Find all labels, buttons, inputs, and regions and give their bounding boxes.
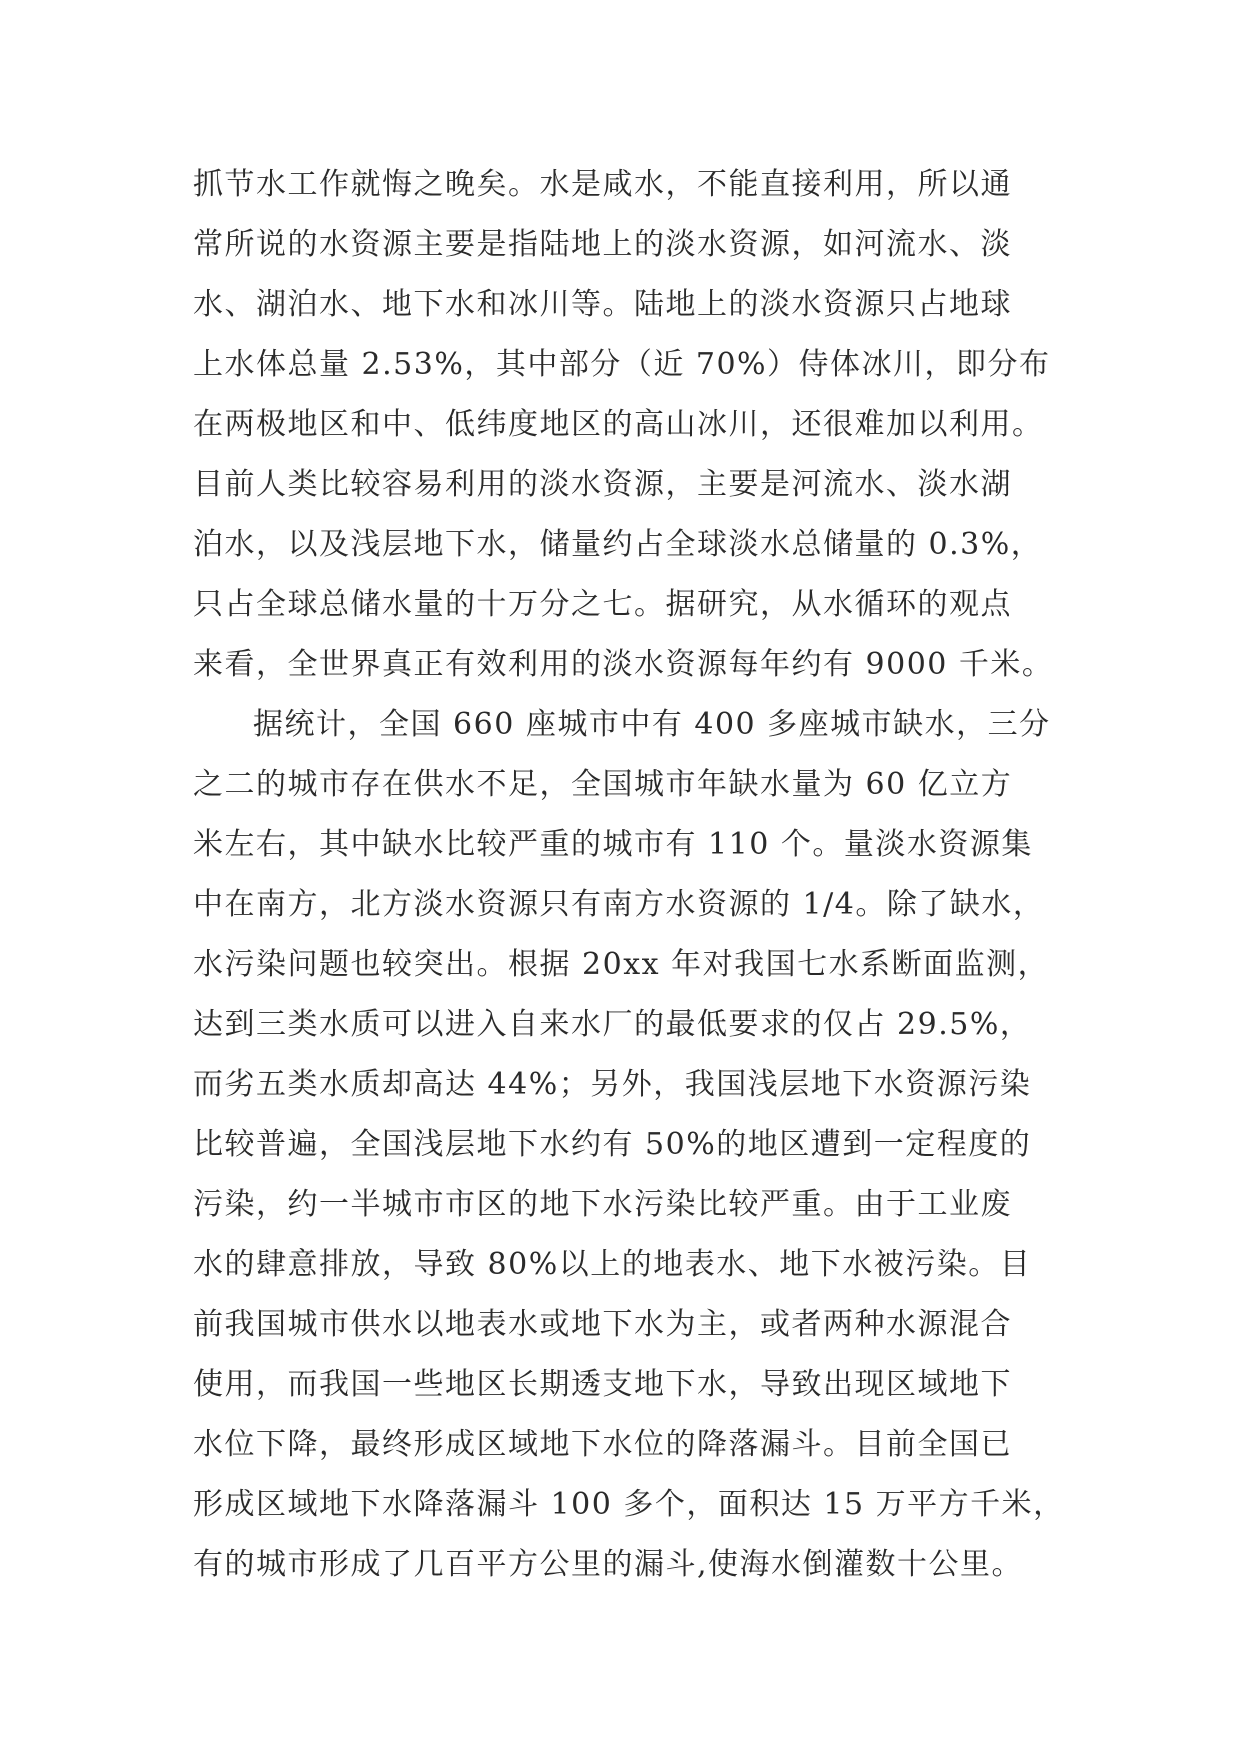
- paragraph-line: 泊水，以及浅层地下水，储量约占全球淡水总储量的 0.3%，: [193, 527, 1043, 562]
- paragraph-line: 前我国城市供水以地表水或地下水为主，或者两种水源混合: [193, 1307, 1012, 1342]
- paragraph-line: 米左右，其中缺水比较严重的城市有 110 个。量淡水资源集: [193, 827, 1033, 862]
- paragraph-line: 常所说的水资源主要是指陆地上的淡水资源，如河流水、淡: [193, 227, 1012, 262]
- paragraph-line: 水位下降，最终形成区域地下水位的降落漏斗。目前全国已: [193, 1427, 1012, 1462]
- paragraph-line: 而劣五类水质却高达 44%；另外，我国浅层地下水资源污染: [193, 1067, 1032, 1102]
- paragraph-line: 水、湖泊水、地下水和冰川等。陆地上的淡水资源只占地球: [193, 287, 1012, 322]
- paragraph-line: 比较普遍，全国浅层地下水约有 50%的地区遭到一定程度的: [193, 1127, 1032, 1162]
- paragraph-line: 形成区域地下水降落漏斗 100 多个，面积达 15 万平方千米，: [193, 1487, 1065, 1522]
- paragraph-line: 中在南方，北方淡水资源只有南方水资源的 1/4。除了缺水，: [193, 887, 1045, 922]
- paragraph-line: 来看，全世界真正有效利用的淡水资源每年约有 9000 千米。: [193, 647, 1054, 682]
- paragraph-line: 水污染问题也较突出。根据 20xx 年对我国七水系断面监测，: [193, 947, 1050, 982]
- paragraph-line: 有的城市形成了几百平方公里的漏斗,使海水倒灌数十公里。: [193, 1547, 1024, 1582]
- paragraph-line: 抓节水工作就悔之晚矣。水是咸水，不能直接利用，所以通: [193, 167, 1012, 202]
- paragraph-line: 据统计，全国 660 座城市中有 400 多座城市缺水，三分: [253, 707, 1051, 742]
- paragraph-line: 污染，约一半城市市区的地下水污染比较严重。由于工业废: [193, 1187, 1012, 1222]
- paragraph-line: 目前人类比较容易利用的淡水资源，主要是河流水、淡水湖: [193, 467, 1012, 502]
- paragraph-line: 上水体总量 2.53%，其中部分（近 70%）侍体冰川，即分布: [193, 347, 1051, 382]
- paragraph-line: 在两极地区和中、低纬度地区的高山冰川，还很难加以利用。: [193, 407, 1044, 442]
- paragraph-water-resources: [193, 155, 1073, 695]
- paragraph-line: 之二的城市存在供水不足，全国城市年缺水量为 60 亿立方: [193, 767, 1013, 802]
- paragraph-line: 达到三类水质可以进入自来水厂的最低要求的仅占 29.5%，: [193, 1007, 1032, 1042]
- paragraph-line: 只占全球总储水量的十万分之七。据研究，从水循环的观点: [193, 587, 1012, 622]
- paragraph-line: 使用，而我国一些地区长期透支地下水，导致出现区域地下: [193, 1367, 1012, 1402]
- paragraph-line: 水的肆意排放，导致 80%以上的地表水、地下水被污染。目: [193, 1247, 1032, 1282]
- paragraph-city-water-shortage: [193, 695, 1073, 1595]
